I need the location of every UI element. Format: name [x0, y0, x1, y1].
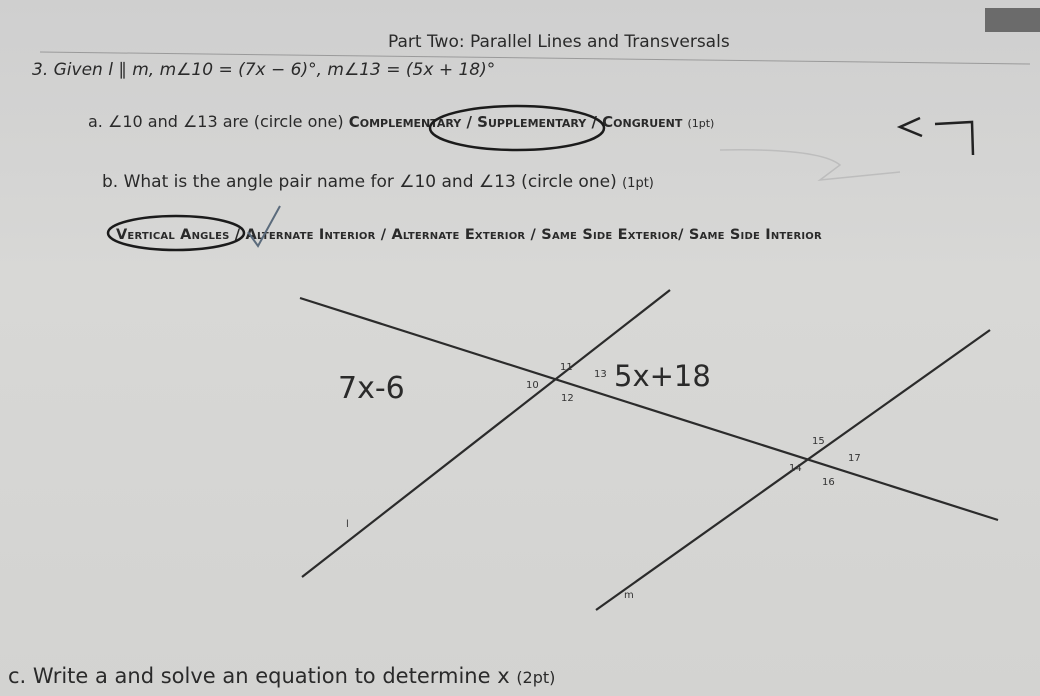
angle-label-13: 13: [594, 369, 607, 380]
angle-label-14: 14: [789, 463, 802, 474]
angle-pair-options: Vertical Angles / Alternate Interior / Alternate Exterior / Same Side Exterior/ Same Side Interior: [116, 227, 822, 243]
part-c-question: [8, 664, 555, 688]
line-l: [302, 290, 670, 577]
part-b-text: b. What is the angle pair name for ∠10 and ∠13 (circle one): [102, 172, 617, 192]
handwritten-7x-6: 7x-6: [338, 371, 405, 406]
angle-label-17: 17: [848, 453, 861, 464]
line-label-l: l: [346, 519, 349, 530]
angle-label-15: 15: [812, 436, 825, 447]
circle-mark-complementary: [430, 106, 604, 150]
page-corner: [985, 8, 1040, 32]
question-3-prompt: 3. Given l ∥ m, m∠10 = (7x − 6)°, m∠13 = (5x + 18)°: [32, 60, 496, 80]
part-a-points: (1pt): [687, 117, 715, 130]
transversal-line: [300, 298, 998, 520]
part-a-options: Complementary / Supplementary / Congruent: [348, 113, 683, 131]
angle-label-10: 10: [526, 380, 539, 391]
scribble-mark: [935, 122, 973, 155]
circle-mark-vertical-angles: [108, 216, 244, 250]
scribble-angle-mark: [900, 118, 922, 136]
check-mark: [248, 206, 280, 246]
part-c-points: (2pt): [516, 668, 556, 687]
angle-label-11: 11: [560, 362, 573, 373]
part-c-text: c. Write a and solve an equation to determine x: [8, 664, 510, 688]
faint-scribble: [720, 150, 900, 180]
page-title: Part Two: Parallel Lines and Transversals: [388, 32, 730, 52]
part-a-prefix: a. ∠10 and ∠13 are (circle one): [88, 112, 344, 131]
header-rule: [40, 52, 1030, 64]
angle-label-12: 12: [561, 393, 574, 404]
handwritten-5x+18: 5x+18: [614, 359, 711, 393]
line-label-m: m: [624, 590, 634, 601]
angle-label-16: 16: [822, 477, 835, 488]
part-b-points: (1pt): [622, 176, 654, 191]
